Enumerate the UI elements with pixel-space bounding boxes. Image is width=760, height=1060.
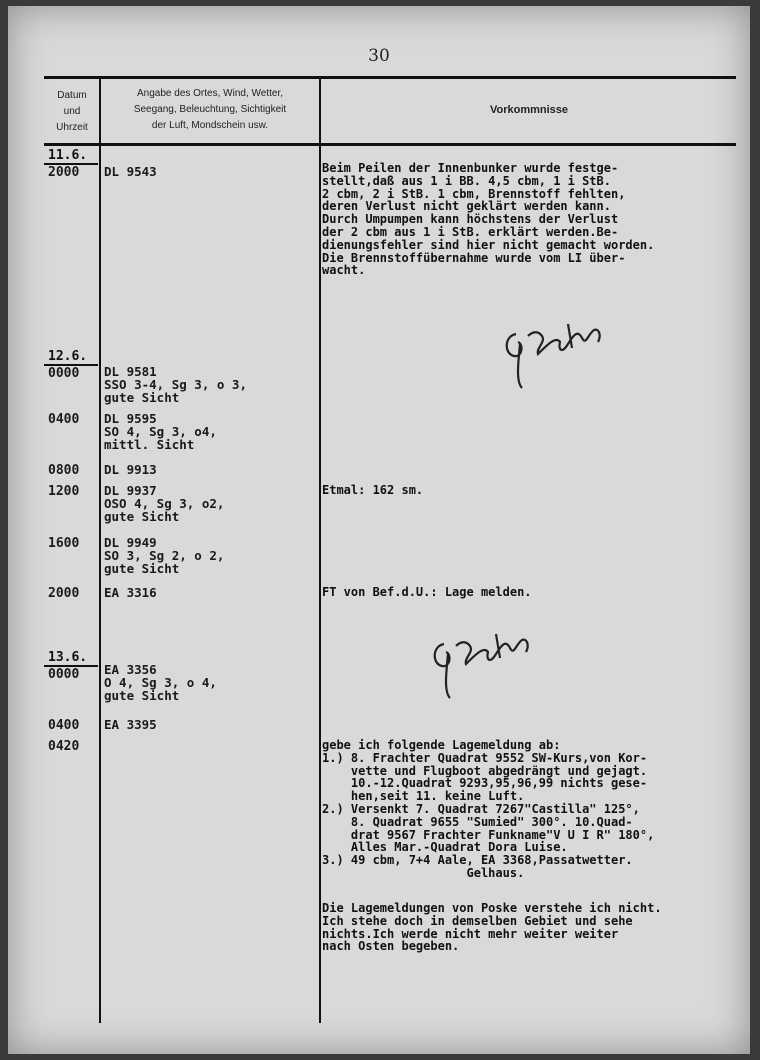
- date-label: 13.6.: [48, 650, 88, 665]
- position-cell: DL 9937 OSO 4, Sg 3, o2, gute Sicht: [104, 483, 225, 524]
- header-ort-line: der Luft, Mondschein usw.: [151, 120, 269, 131]
- page-number: 30: [368, 46, 390, 66]
- header-ort-line: Seegang, Beleuchtung, Sichtigkeit: [133, 104, 287, 115]
- event-text: Etmal: 162 sm.: [322, 483, 424, 497]
- header-vorkommnisse: Vorkommnisse: [489, 104, 569, 116]
- event-text: Die Lagemeldungen von Poske verstehe ich nicht. Ich stehe doch in demselben Gebiet und sehe nichts.Ich werde nicht mehr weiter weiter nach Osten begeben.: [322, 901, 662, 954]
- header-datum-line: Uhrzeit: [56, 122, 88, 133]
- position-cell: DL 9913: [104, 462, 157, 477]
- time-label: 0400: [48, 718, 80, 733]
- time-label: 0800: [48, 463, 80, 478]
- signature-image: [426, 624, 546, 704]
- time-label: 2000: [48, 586, 80, 601]
- position-cell: EA 3395: [104, 717, 157, 732]
- time-label: 0420: [48, 739, 80, 754]
- time-label: 1600: [48, 536, 80, 551]
- position-cell: DL 9949 SO 3, Sg 2, o 2, gute Sicht: [104, 535, 225, 576]
- header-datum-line: Datum: [57, 90, 87, 101]
- event-text: FT von Bef.d.U.: Lage melden.: [322, 585, 532, 599]
- header-top-rule: [44, 76, 736, 79]
- header-bottom-rule: [44, 143, 736, 146]
- position-cell: EA 3316: [104, 585, 157, 600]
- column-divider-1: [99, 78, 101, 1023]
- header-datum-line: und: [63, 106, 81, 117]
- date-label: 11.6.: [48, 148, 88, 163]
- column-divider-2: [319, 78, 321, 1023]
- header-ort-line: Angabe des Ortes, Wind, Wetter,: [137, 88, 283, 99]
- header-datum: [46, 88, 98, 136]
- time-label: 2000: [48, 165, 80, 180]
- time-label: 0000: [48, 366, 80, 381]
- signature-image: [498, 314, 618, 394]
- time-label: 0000: [48, 667, 80, 682]
- time-label: 0400: [48, 412, 80, 427]
- position-cell: EA 3356 O 4, Sg 3, o 4, gute Sicht: [104, 662, 217, 703]
- position-cell: DL 9543: [104, 164, 157, 179]
- logbook-page: [8, 6, 750, 1054]
- date-label: 12.6.: [48, 349, 88, 364]
- position-cell: DL 9581 SSO 3-4, Sg 3, o 3, gute Sicht: [104, 364, 247, 405]
- event-text: gebe ich folgende Lagemeldung ab: 1.) 8. Frachter Quadrat 9552 SW-Kurs,von Kor- vette und Flugboot abgedrängt und gejagt. 10.-12.Quadrat 9293,95,96,99 nichts gese- hen,seit 11. keine Luft. 2.) Versenkt 7. Quadrat 7267"Castilla" 125°, 8. Quadrat 9655 "Sumied" 300°. 10.Quad- drat 9567 Frachter Funkname"V U I R" 180°, Alles Mar.-Quadrat Dora Luise. 3.) 49 cbm, 7+4 Aale, EA 3368,Passatwetter. Gelhaus.: [322, 738, 655, 880]
- position-cell: DL 9595 SO 4, Sg 3, o4, mittl. Sicht: [104, 411, 217, 452]
- header-ort: [102, 86, 318, 134]
- event-text: Beim Peilen der Innenbunker wurde festge- stellt,daß aus 1 i BB. 4,5 cbm, 1 i StB. 2 cbm, 2 i StB. 1 cbm, Brennstoff fehlten, deren Verlust nicht geklärt werden kann. Durch Umpumpen kann höchstens der Verlust der 2 cbm aus 1 i StB. erklärt werden.Be- dienungsfehler sind hier nicht gemacht worden. Die Brennstoffübernahme wurde vom LI über- wacht.: [322, 161, 655, 278]
- time-label: 1200: [48, 484, 80, 499]
